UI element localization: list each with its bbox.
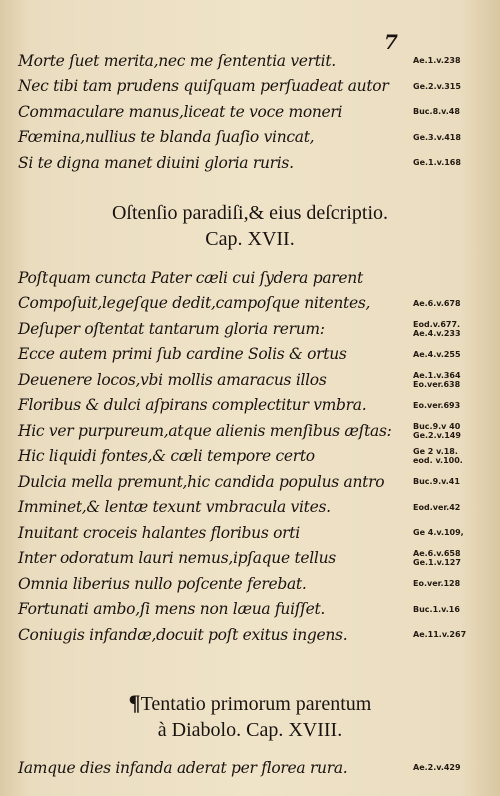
verse-text: Deſuper oſtentat tantarum gloria rerum:	[18, 319, 325, 338]
reference-text: Ge.1.v.168	[413, 158, 461, 168]
verse-text: Nec tibi tam prudens quiſquam perſuadeat autor	[18, 77, 389, 96]
reference-text: Ge 2 v.18.	[413, 447, 458, 457]
margin-reference	[413, 342, 461, 368]
reference-text: Buc.9.v 40	[413, 421, 461, 431]
reference-text: Ae.2.v.429	[413, 763, 461, 773]
margin-reference	[413, 150, 461, 176]
reference-text: Eod.ver.42	[413, 502, 461, 512]
verse-text: Omnia liberius nullo poſcente ferebat.	[18, 574, 307, 593]
verse-line	[18, 150, 492, 176]
reference-text: Eo.ver.638	[413, 379, 461, 389]
reference-text: Eo.ver.128	[413, 579, 461, 589]
margin-reference	[413, 520, 464, 546]
pilcrow-icon: ¶	[128, 690, 141, 715]
reference-text: eod. v.100.	[413, 456, 463, 466]
chapter-heading-17	[0, 200, 500, 252]
margin-reference	[413, 367, 461, 393]
verse-text: Fortunati ambo,ſi mens non læua fuiſſet.	[18, 600, 326, 619]
verse-text: Hic liquidi fontes,& cæli tempore certo	[18, 447, 315, 466]
verse-line	[18, 571, 492, 597]
verse-text: Inter odoratum lauri nemus,ipſaque tellus	[18, 549, 336, 568]
reference-text: Ge.2.v.149	[413, 430, 461, 440]
reference-text: Ge 4.v.109,	[413, 528, 464, 538]
verse-line	[18, 74, 492, 100]
verse-line	[18, 99, 492, 125]
verse-text: Floribus & dulci aſpirans complectitur vmbra.	[18, 396, 367, 415]
verse-text: Hic ver purpureum,atque alienis menſibus æſtas:	[18, 421, 392, 440]
reference-text: Buc.8.v.48	[413, 107, 460, 117]
chapter-heading-18	[0, 690, 500, 743]
chapter-title: Oſtenſio paradiſi,& eius deſcriptio.	[111, 202, 389, 224]
verse-text: Commaculare manus,liceat te voce moneri	[18, 102, 343, 121]
verse-text: Poſtquam cuncta Pater cæli cui ſydera parent	[18, 268, 363, 287]
verse-text: Morte ſuet merita,nec me ſententia vertit.	[18, 51, 336, 70]
verse-text: Deuenere locos,vbi mollis amaracus illos	[18, 370, 327, 389]
verse-block-1	[18, 48, 492, 176]
verse-text: Inuitant croceis halantes floribus orti	[18, 523, 300, 542]
verse-block-3	[18, 755, 492, 781]
verse-line	[18, 316, 492, 342]
reference-text: Buc.9.v.41	[413, 477, 460, 487]
verse-line	[18, 393, 492, 419]
reference-text: Ge.1.v.127	[413, 558, 461, 568]
reference-text: Ae.4.v.255	[413, 349, 461, 359]
verse-line	[18, 622, 492, 648]
verse-text: Dulcia mella premunt,hic candida populus antro	[18, 472, 385, 491]
verse-block-2	[18, 265, 492, 648]
reference-text: Eod.v.677.	[413, 319, 461, 329]
margin-reference	[413, 316, 461, 342]
verse-text: Fœmina,nullius te blanda ſuaſio vincat,	[18, 128, 315, 147]
verse-line	[18, 469, 492, 495]
margin-reference	[413, 291, 461, 317]
verse-text: Coniugis infandæ,docuit poſt exitus ingens.	[18, 625, 348, 644]
verse-line	[18, 367, 492, 393]
verse-text: Si te digna manet diuini gloria ruris.	[18, 153, 294, 172]
verse-line	[18, 546, 492, 572]
verse-line	[18, 520, 492, 546]
verse-line	[18, 265, 492, 291]
reference-text: Ae.4.v.233	[413, 328, 461, 338]
page-number: 7	[384, 30, 398, 54]
verse-text: Imminet,& lentæ texunt vmbracula vites.	[18, 498, 331, 517]
verse-line	[18, 444, 492, 470]
margin-reference	[413, 495, 460, 521]
margin-reference	[413, 469, 460, 495]
margin-reference	[413, 546, 461, 572]
reference-text: Eo.ver.693	[413, 400, 461, 410]
reference-text: Ae.1.v.238	[413, 56, 461, 66]
verse-text: Ecce autem primi ſub cardine Solis & ortus	[18, 345, 347, 364]
reference-text: Ae.1.v.364	[413, 370, 461, 380]
margin-reference	[413, 444, 463, 470]
chapter-number: à Diabolo. Cap. XVIII.	[157, 719, 343, 741]
reference-text: Ge.3.v.418	[413, 132, 461, 142]
reference-text: Ae.11.v.267	[413, 630, 467, 640]
margin-reference	[413, 622, 466, 648]
verse-text: Iamque dies infanda aderat per florea rura.	[18, 758, 348, 777]
margin-reference	[413, 48, 461, 74]
margin-reference	[413, 418, 461, 444]
verse-line	[18, 342, 492, 368]
verse-line	[18, 755, 492, 781]
verse-line	[18, 125, 492, 151]
margin-reference	[413, 74, 461, 100]
verse-line	[18, 495, 492, 521]
verse-line	[18, 48, 492, 74]
reference-text: Ae.6.v.658	[413, 549, 461, 559]
reference-text: Ge.2.v.315	[413, 81, 461, 91]
verse-line	[18, 597, 492, 623]
margin-reference	[413, 99, 460, 125]
reference-text: Ae.6.v.678	[413, 298, 461, 308]
chapter-number: Cap. XVII.	[205, 228, 295, 250]
verse-line	[18, 291, 492, 317]
margin-reference	[413, 125, 461, 151]
chapter-title: Tentatio primorum parentum	[140, 693, 372, 715]
verse-text: Compoſuit,legeſque dedit,campoſque nitentes,	[18, 294, 371, 313]
margin-reference	[413, 597, 460, 623]
margin-reference	[413, 571, 460, 597]
margin-reference	[413, 393, 460, 419]
verse-line	[18, 418, 492, 444]
margin-reference	[413, 755, 461, 781]
reference-text: Buc.1.v.16	[413, 604, 460, 614]
